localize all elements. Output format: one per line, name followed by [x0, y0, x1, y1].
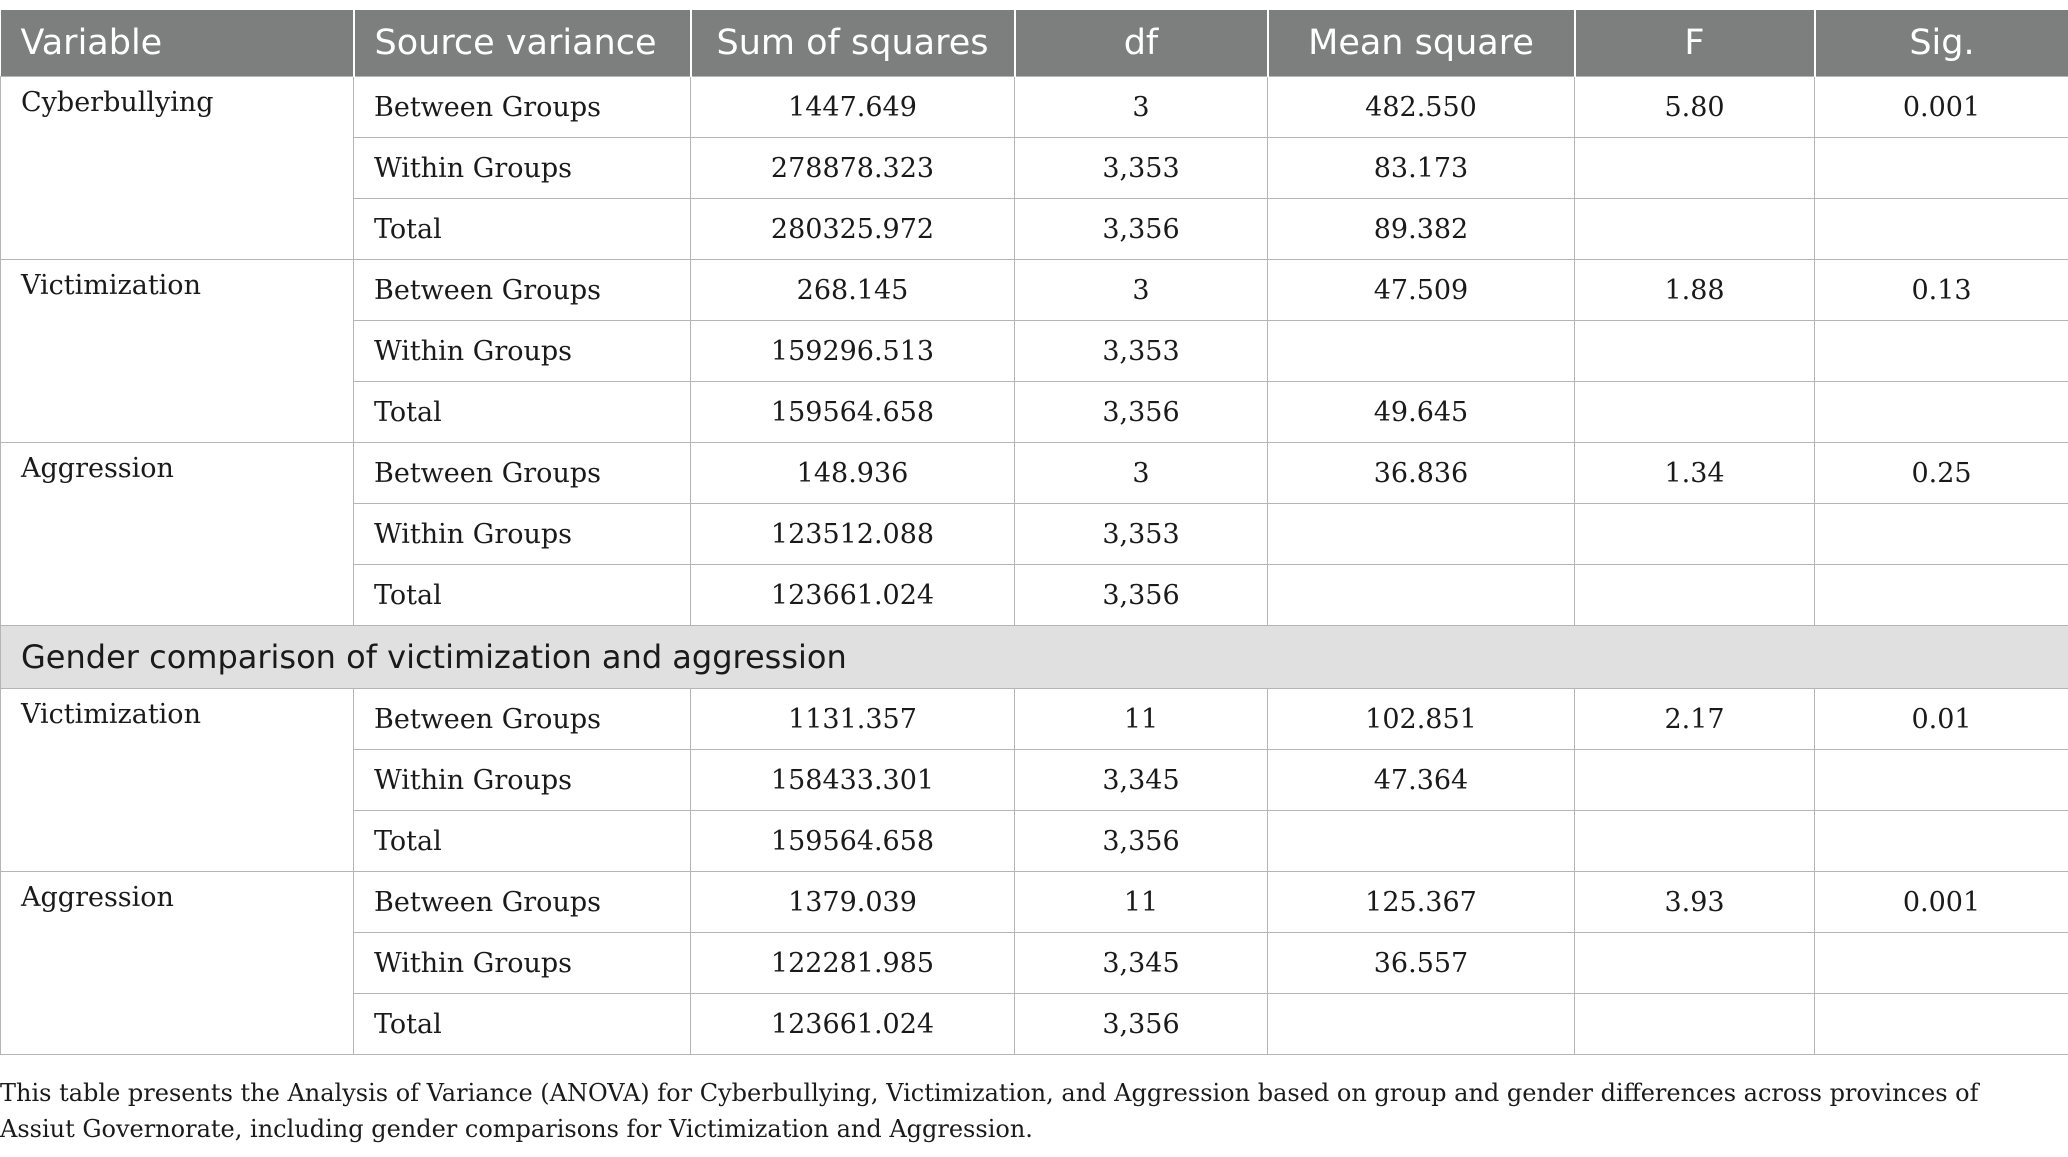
cell-df: 3,356 [1015, 565, 1268, 626]
header-df: df [1015, 10, 1268, 77]
cell-mean-square: 47.364 [1268, 750, 1575, 811]
cell-sum-of-squares: 1131.357 [691, 689, 1015, 750]
cell-variable: Aggression [1, 872, 354, 1055]
cell-sum-of-squares: 159564.658 [691, 382, 1015, 443]
cell-mean-square: 102.851 [1268, 689, 1575, 750]
cell-source-variance: Total [354, 811, 691, 872]
table-row [1, 260, 2068, 321]
cell-mean-square [1268, 994, 1575, 1055]
header-row [1, 10, 2068, 77]
cell-df: 3,345 [1015, 933, 1268, 994]
cell-source-variance: Within Groups [354, 933, 691, 994]
cell-f [1575, 750, 1815, 811]
cell-sum-of-squares: 1379.039 [691, 872, 1015, 933]
cell-sig [1815, 565, 2068, 626]
cell-mean-square [1268, 504, 1575, 565]
cell-mean-square [1268, 811, 1575, 872]
cell-variable: Victimization [1, 260, 354, 443]
cell-sum-of-squares: 122281.985 [691, 933, 1015, 994]
header-variable: Variable [1, 10, 354, 77]
cell-sum-of-squares: 280325.972 [691, 199, 1015, 260]
cell-sig: 0.01 [1815, 689, 2068, 750]
cell-sum-of-squares: 159564.658 [691, 811, 1015, 872]
header-mean-square: Mean square [1268, 10, 1575, 77]
table-footnote: This table presents the Analysis of Variance (ANOVA) for Cyberbullying, Victimization, and Aggression based on group and gender differences across provinces of Assiut Governorate, including gender comparisons for Victimization and Aggression. [0, 1079, 1979, 1143]
cell-df: 3,353 [1015, 504, 1268, 565]
cell-df: 3 [1015, 443, 1268, 504]
cell-sum-of-squares: 1447.649 [691, 77, 1015, 138]
cell-sig: 0.25 [1815, 443, 2068, 504]
cell-sum-of-squares: 148.936 [691, 443, 1015, 504]
cell-sig [1815, 933, 2068, 994]
header-sum-of-squares: Sum of squares [691, 10, 1015, 77]
cell-sum-of-squares: 158433.301 [691, 750, 1015, 811]
cell-source-variance: Between Groups [354, 443, 691, 504]
cell-sig: 0.001 [1815, 77, 2068, 138]
section-row [1, 626, 2068, 689]
cell-mean-square [1268, 321, 1575, 382]
cell-f: 3.93 [1575, 872, 1815, 933]
table-row [1, 77, 2068, 138]
cell-df: 3,356 [1015, 811, 1268, 872]
cell-sig [1815, 382, 2068, 443]
cell-f [1575, 565, 1815, 626]
cell-sig [1815, 199, 2068, 260]
cell-f: 1.34 [1575, 443, 1815, 504]
cell-variable: Victimization [1, 689, 354, 872]
anova-table [0, 10, 2068, 1055]
cell-sum-of-squares: 278878.323 [691, 138, 1015, 199]
cell-sum-of-squares: 123512.088 [691, 504, 1015, 565]
table-body [1, 77, 2068, 1055]
cell-mean-square: 83.173 [1268, 138, 1575, 199]
cell-source-variance: Between Groups [354, 77, 691, 138]
table-header [1, 10, 2068, 77]
cell-f: 5.80 [1575, 77, 1815, 138]
cell-f [1575, 933, 1815, 994]
cell-f [1575, 321, 1815, 382]
cell-source-variance: Within Groups [354, 321, 691, 382]
cell-f [1575, 811, 1815, 872]
cell-source-variance: Total [354, 994, 691, 1055]
cell-sig [1815, 321, 2068, 382]
cell-mean-square: 47.509 [1268, 260, 1575, 321]
table-row [1, 689, 2068, 750]
cell-sig [1815, 504, 2068, 565]
header-f: F [1575, 10, 1815, 77]
cell-variable: Cyberbullying [1, 77, 354, 260]
table-row [1, 443, 2068, 504]
cell-df: 3,356 [1015, 994, 1268, 1055]
cell-mean-square: 482.550 [1268, 77, 1575, 138]
cell-sum-of-squares: 123661.024 [691, 994, 1015, 1055]
cell-mean-square: 125.367 [1268, 872, 1575, 933]
cell-mean-square [1268, 565, 1575, 626]
cell-f [1575, 199, 1815, 260]
cell-df: 3 [1015, 77, 1268, 138]
cell-sig [1815, 811, 2068, 872]
cell-f: 2.17 [1575, 689, 1815, 750]
cell-f: 1.88 [1575, 260, 1815, 321]
cell-sig: 0.13 [1815, 260, 2068, 321]
cell-df: 3,353 [1015, 321, 1268, 382]
cell-source-variance: Between Groups [354, 872, 691, 933]
cell-mean-square: 36.836 [1268, 443, 1575, 504]
cell-source-variance: Total [354, 382, 691, 443]
cell-df: 3,353 [1015, 138, 1268, 199]
cell-source-variance: Total [354, 199, 691, 260]
cell-mean-square: 49.645 [1268, 382, 1575, 443]
cell-df: 11 [1015, 872, 1268, 933]
cell-sum-of-squares: 268.145 [691, 260, 1015, 321]
cell-source-variance: Within Groups [354, 138, 691, 199]
cell-source-variance: Between Groups [354, 689, 691, 750]
cell-df: 3 [1015, 260, 1268, 321]
cell-sig: 0.001 [1815, 872, 2068, 933]
cell-variable: Aggression [1, 443, 354, 626]
cell-sum-of-squares: 123661.024 [691, 565, 1015, 626]
cell-df: 11 [1015, 689, 1268, 750]
cell-mean-square: 89.382 [1268, 199, 1575, 260]
cell-source-variance: Within Groups [354, 750, 691, 811]
cell-sig [1815, 994, 2068, 1055]
section-title: Gender comparison of victimization and aggression [1, 626, 2068, 689]
cell-df: 3,345 [1015, 750, 1268, 811]
cell-df: 3,356 [1015, 382, 1268, 443]
cell-mean-square: 36.557 [1268, 933, 1575, 994]
cell-sum-of-squares: 159296.513 [691, 321, 1015, 382]
cell-sig [1815, 138, 2068, 199]
header-source-variance: Source variance [354, 10, 691, 77]
cell-df: 3,356 [1015, 199, 1268, 260]
cell-source-variance: Within Groups [354, 504, 691, 565]
header-sig: Sig. [1815, 10, 2068, 77]
cell-source-variance: Total [354, 565, 691, 626]
cell-f [1575, 994, 1815, 1055]
cell-f [1575, 382, 1815, 443]
cell-sig [1815, 750, 2068, 811]
cell-f [1575, 504, 1815, 565]
cell-f [1575, 138, 1815, 199]
table-row [1, 872, 2068, 933]
cell-source-variance: Between Groups [354, 260, 691, 321]
